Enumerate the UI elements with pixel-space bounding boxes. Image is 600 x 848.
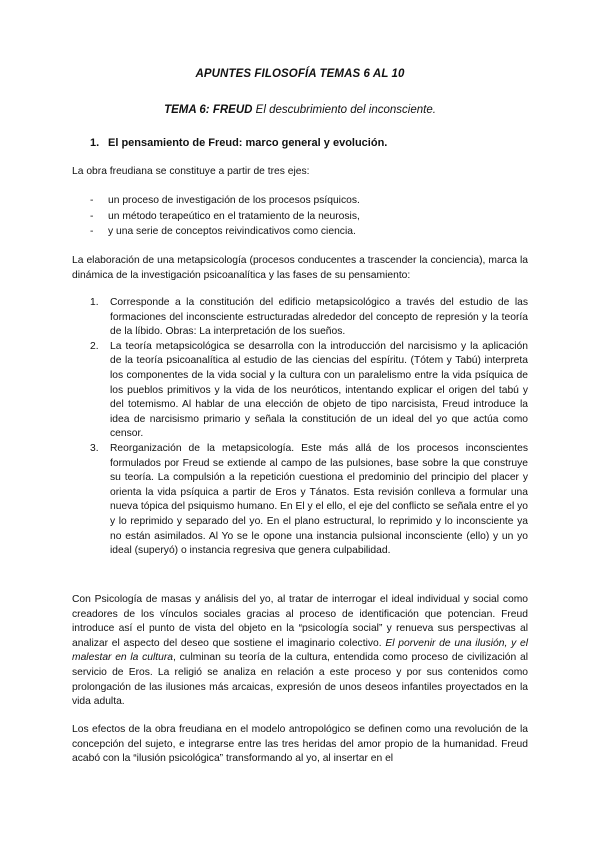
topic-label: TEMA 6: FREUD (164, 104, 253, 116)
list-item (90, 296, 528, 340)
list-number: 3. (90, 442, 99, 454)
phases-list (90, 296, 528, 559)
section-title: El pensamiento de Freud: marco general y evolución. (108, 137, 388, 149)
list-text: La teoría metapsicológica se desarrolla con la introducción del narcisismo y la aplicación de la teoría psicoanalítica al estudio de las ciencias del espíritu. (Tótem y Tabú) interpreta los componentes de la vida social y la cultura con un paralelismo entre la vida psíquica de los pueblos primitivos y la vida de los neuróticos, intentando explicar el origen del tabú y del totemismo. Al hablar de una elección de objeto de tipo narcisista, Freud introduce la idea de narcisismo primario y señala la constitución de un ideal del yo que actúa como censor. (110, 340, 528, 440)
section-number: 1. (90, 137, 100, 149)
list-item: - un proceso de investigación de los procesos psíquicos. (90, 193, 530, 209)
topic-subtitle: El descubrimiento del inconsciente. (255, 104, 436, 116)
list-text: Corresponde a la constitución del edificio metapsicológico a través del estudio de las formaciones del inconsciente estructuradas alrededor del concepto de represión y la teoría de la líbido. Obras: La interpretación de los sueños. (110, 297, 528, 338)
list-item: - y una serie de conceptos reivindicativos como ciencia. (90, 224, 530, 240)
masses-italic-title: El porvenir de una ilusión, y el malestar en la cultura (72, 637, 529, 664)
metapsychology-paragraph: La elaboración de una metapsicología (procesos conducentes a trascender la conciencia), marca la dinámica de la investigación psicoanalítica y las fases de su pensamiento: (72, 255, 528, 281)
list-item (90, 340, 528, 442)
masses-text-1: Con Psicología de masas y análisis del yo, al tratar de interrogar el ideal individual y social como creadores de los vínculos sociales gracias al proceso de identificación que potencian. Freud introduce así el punto de vista del objeto en la “psicología social” y renueva sus perspectivas al analizar el aspecto del deseo que sostiene el imaginario colectivo. (72, 594, 528, 649)
topic-heading (0, 104, 600, 116)
document-title: APUNTES FILOSOFÍA TEMAS 6 AL 10 (195, 68, 405, 80)
masses-paragraph (72, 593, 528, 710)
masses-text-2: , culminan su teoría de la cultura, entendida como proceso de civilización al servicio de Eros. La religió se analiza en relación a este proceso y por sus contenidos como prolongación de las ilusiones más arcaicas, expresión de unos deseos infantiles proyectados en la vida adulta. (72, 652, 528, 708)
list-text: Reorganización de la metapsicología. Este más allá de los procesos inconscientes formulados por Freud se extiende al campo de las pulsiones, base sobre la que construye su teoría. La compulsión a la repetición cuestiona el predominio del principio del placer y orienta la vida psíquica a partir de Eros y Tánatos. Esta revisión conlleva a formular una nueva tópica del psiquismo humano. En El y el ello, el eje del conflicto se señala entre el yo y lo reprimido y separado del yo. En el plano estructural, lo reprimido y lo inconsciente ya no están asimilados. Al Yo se le opone una instancia pulsional inconsciente (ello) y un yo ideal (superyó) o instancia regresiva que genera culpabilidad. (110, 442, 528, 557)
list-item (90, 442, 528, 559)
axes-list (90, 193, 530, 240)
list-number: 1. (90, 297, 99, 308)
list-number: 2. (90, 340, 99, 352)
intro-paragraph: La obra freudiana se constituye a partir de tres ejes: (72, 166, 310, 177)
section-heading (90, 137, 387, 149)
effects-paragraph: Los efectos de la obra freudiana en el modelo antropológico se definen como una revolución de la concepción del sujeto, e integrarse entre las tres heridas del amor propio de la humanidad. Freud acabó con la “ilusión psicológica” transformando al yo, al insertar en el (72, 724, 528, 765)
list-item: - un método terapeútico en el tratamiento de la neurosis, (90, 209, 530, 225)
